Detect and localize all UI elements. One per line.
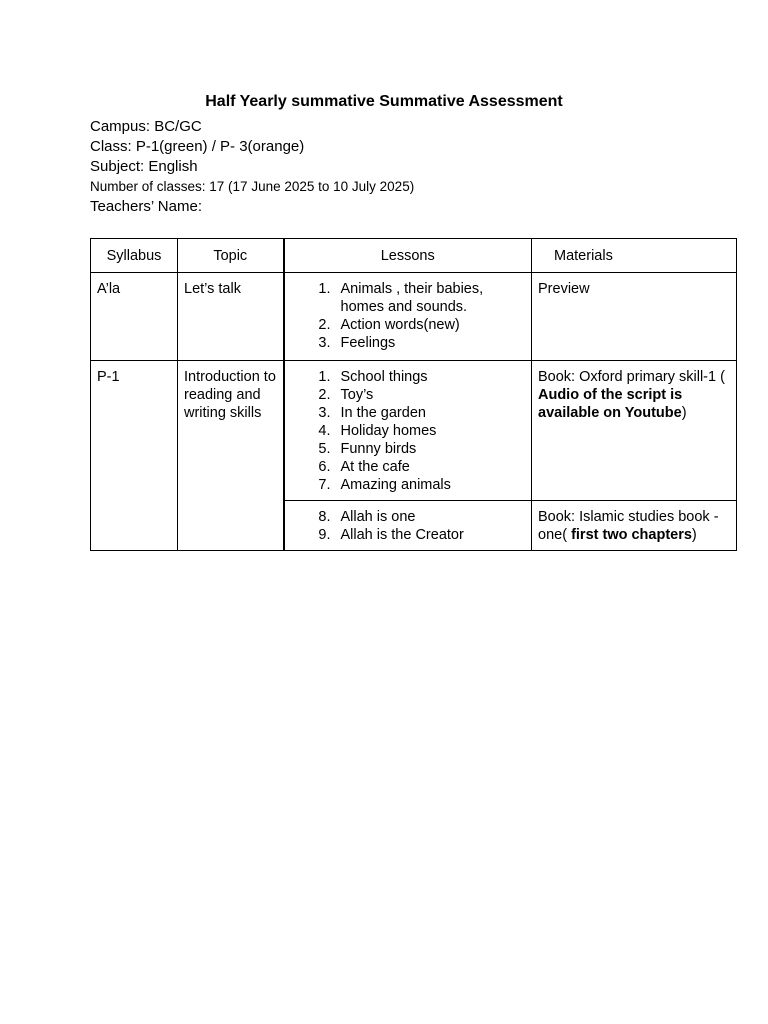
lesson-item: 1. School things	[335, 368, 526, 386]
lesson-item: 2. Toy’s	[335, 386, 526, 404]
lesson-item: 4. Holiday homes	[335, 422, 526, 440]
topic-cell: Let’s talk	[178, 273, 284, 361]
header-syllabus: Syllabus	[91, 239, 178, 273]
table-row	[91, 361, 737, 501]
lesson-item: 3. In the garden	[335, 404, 526, 422]
header-topic: Topic	[178, 239, 284, 273]
materials-text: )	[681, 405, 687, 421]
table-row	[91, 273, 737, 361]
materials-text: Book: Islamic studies book - one(	[538, 509, 719, 543]
lesson-item: 8. Allah is one	[335, 508, 526, 526]
lesson-item: 6. At the cafe	[335, 458, 526, 476]
materials-cell: Preview	[532, 273, 737, 361]
syllabus-table	[90, 238, 737, 551]
classes-line: Number of classes: 17 (17 June 2025 to 10 July 2025)	[90, 179, 415, 194]
class-line: Class: P-1(green) / P- 3(orange)	[90, 138, 305, 155]
lesson-list	[291, 368, 526, 494]
lesson-item: 2. Action words(new)	[335, 316, 526, 334]
campus-line: Campus: BC/GC	[90, 118, 202, 135]
lessons-cell	[284, 361, 532, 501]
materials-cell	[532, 361, 737, 501]
lessons-cell	[284, 273, 532, 361]
syllabus-cell: A’la	[91, 273, 178, 361]
lesson-item: 1. Animals , their babies, homes and sounds.	[335, 280, 526, 316]
teachers-line: Teachers’ Name:	[90, 198, 202, 215]
materials-text: )	[691, 527, 697, 543]
lessons-cell	[284, 501, 532, 551]
document-meta	[90, 117, 414, 217]
lesson-item: 3. Feelings	[335, 334, 526, 352]
topic-cell: Introduction to reading and writing skills	[178, 361, 284, 551]
materials-text: Book: Oxford primary skill-1 (	[538, 369, 725, 385]
subject-line: Subject: English	[90, 158, 198, 175]
header-materials: Materials	[532, 239, 737, 273]
lesson-item: 9. Allah is the Creator	[335, 526, 526, 544]
materials-cell	[532, 501, 737, 551]
lesson-list	[291, 508, 526, 544]
table-header-row	[91, 239, 737, 273]
lesson-item: 5. Funny birds	[335, 440, 526, 458]
header-lessons: Lessons	[284, 239, 532, 273]
materials-bold-text: first two chapters	[571, 527, 692, 543]
materials-bold-text: Audio of the script is available on Youtube	[538, 387, 683, 421]
syllabus-cell: P-1	[91, 361, 178, 551]
lesson-list	[291, 280, 526, 352]
lesson-item: 7. Amazing animals	[335, 476, 526, 494]
document-title: Half Yearly summative Summative Assessment	[205, 93, 563, 110]
